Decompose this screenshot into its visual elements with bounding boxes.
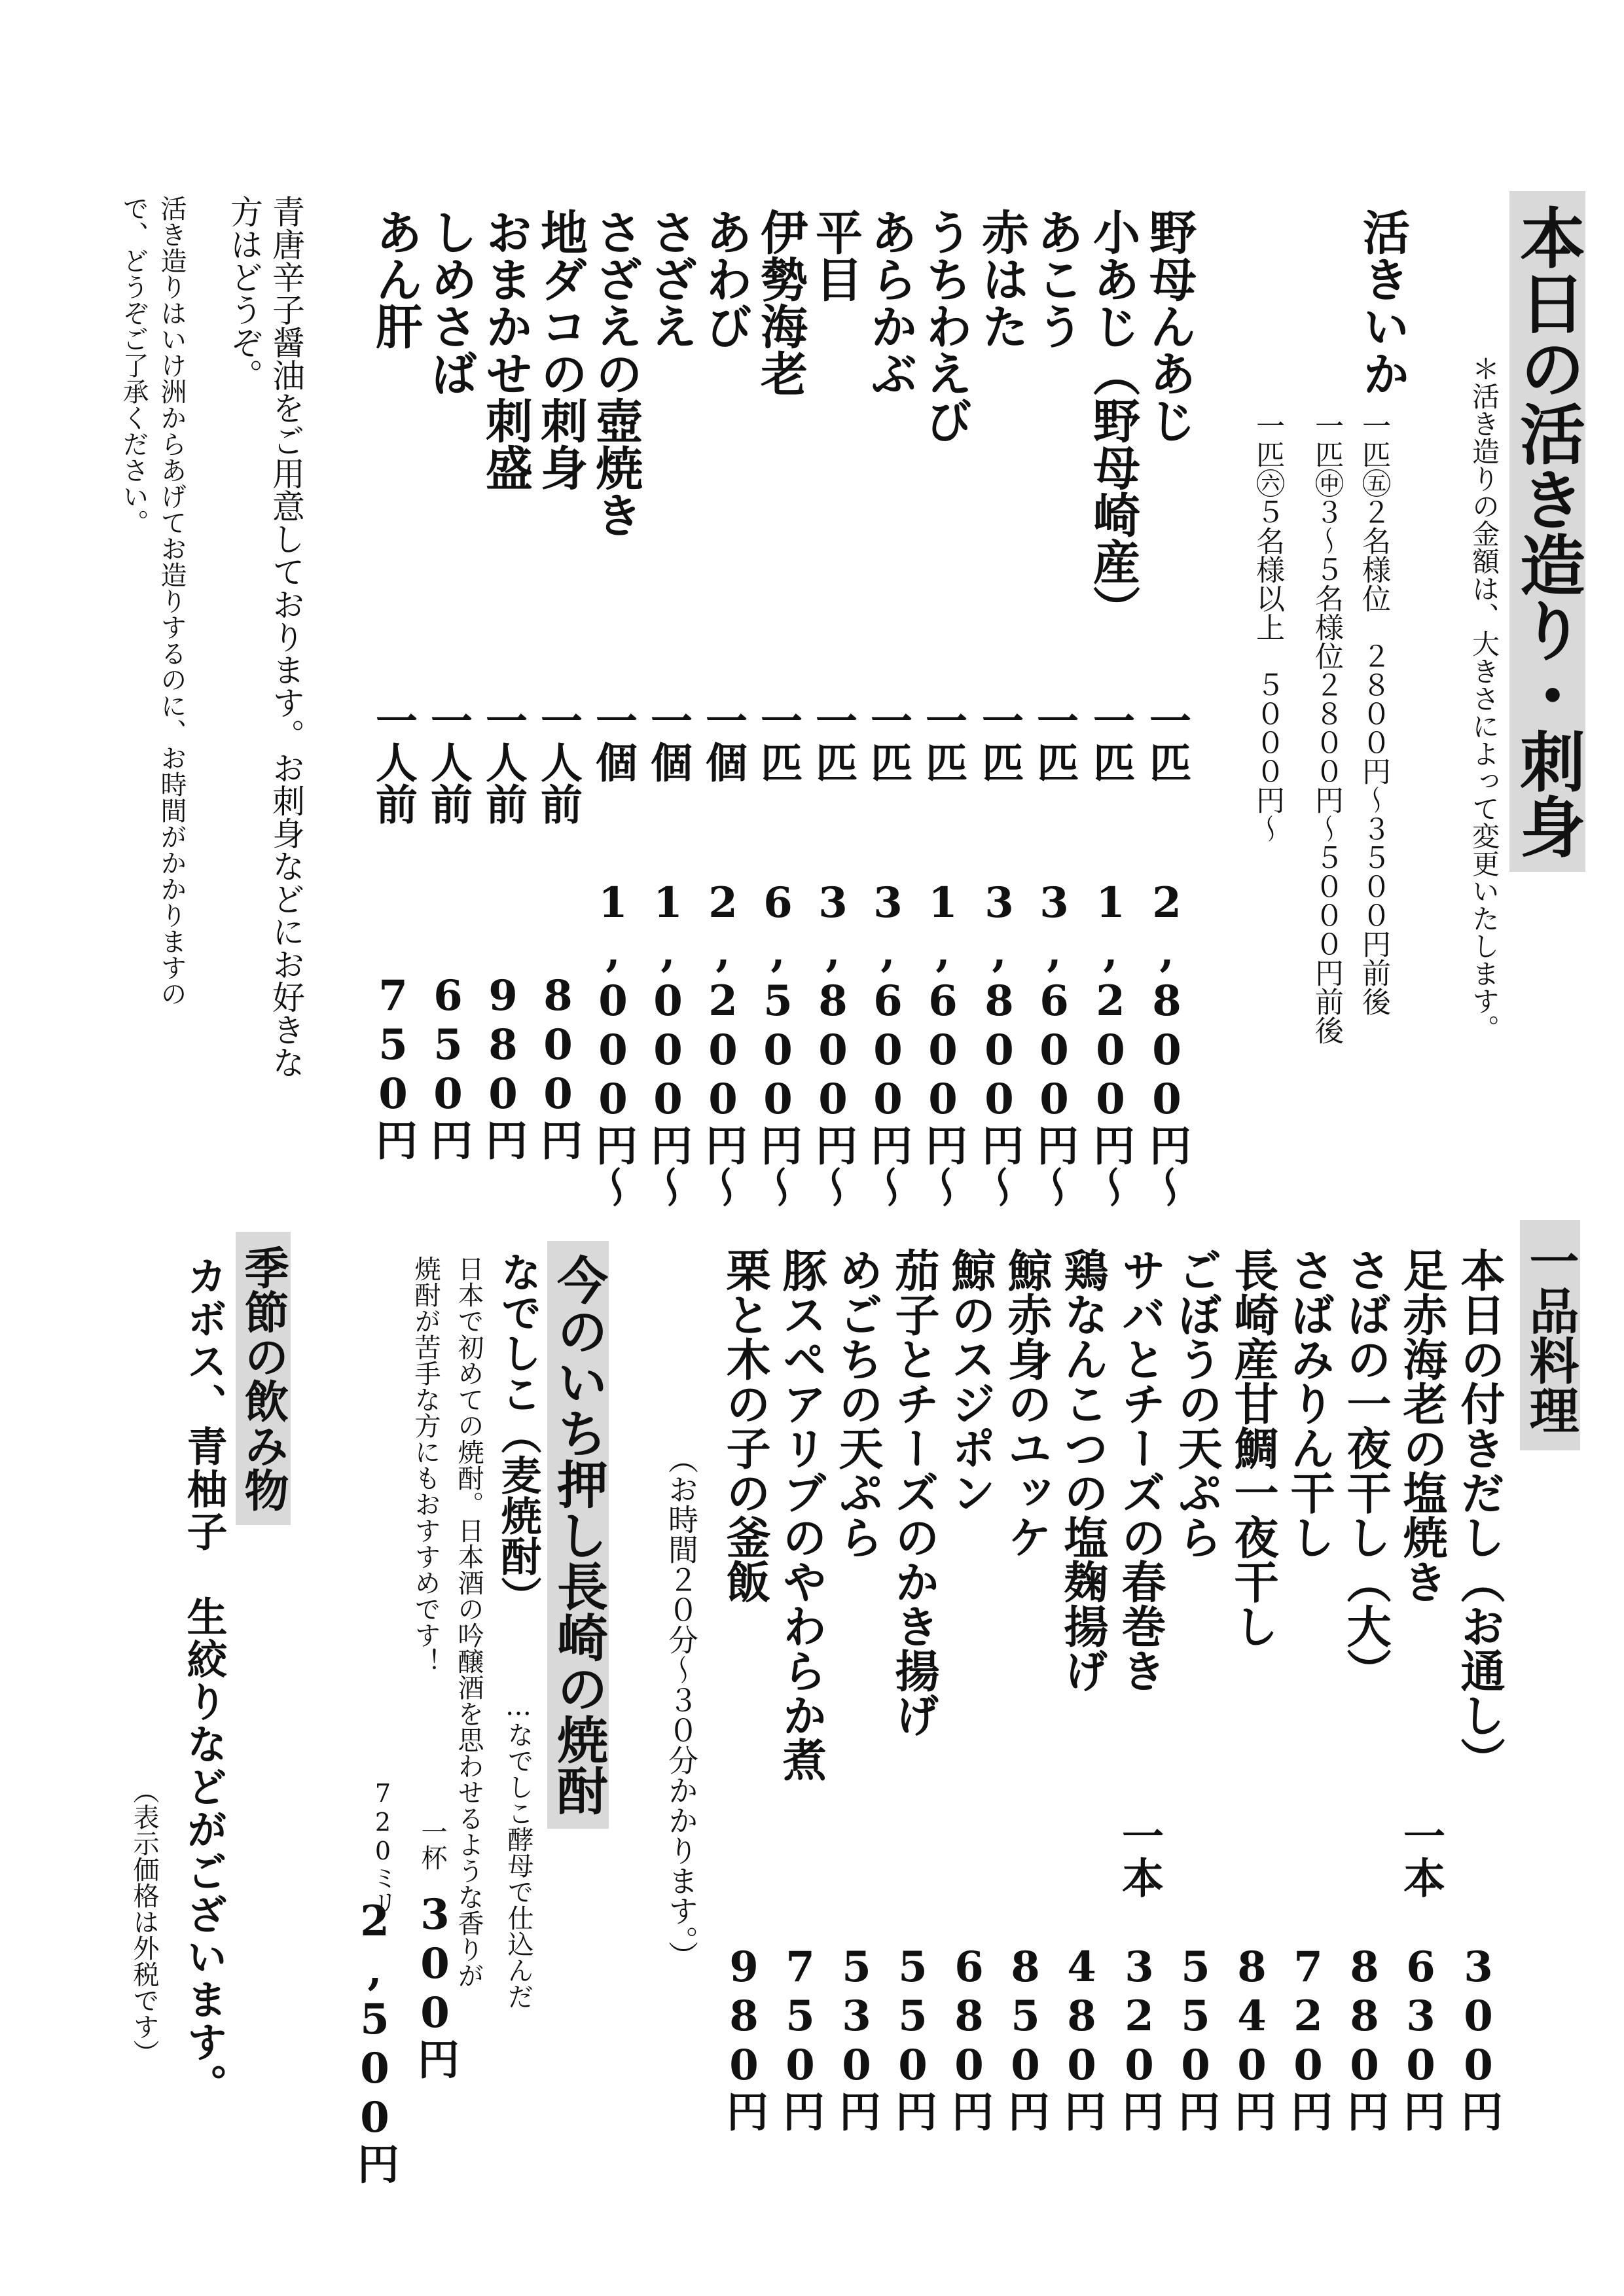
- a-la-carte-item-name: めごちの天ぷら: [831, 1247, 884, 1559]
- a-la-carte-item-price: 680円: [945, 1943, 994, 2132]
- a-la-carte-item-price: 720円: [1284, 1943, 1333, 2132]
- a-la-carte-item-name: 栗と木の子の釜飯: [719, 1247, 771, 1604]
- sashimi-item-unit: 一人前: [533, 699, 583, 825]
- sashimi-item-price: 3,600円～: [1030, 878, 1079, 1208]
- a-la-carte-item-price: 550円: [888, 1943, 937, 2132]
- a-la-carte-item-name: サバとチーズの春巻き: [1114, 1247, 1166, 1693]
- section-title-sashimi: 本日の活き造り・刺身: [1509, 191, 1585, 872]
- a-la-carte-item-price: 630円: [1396, 1943, 1445, 2132]
- a-la-carte-item-price: 530円: [832, 1943, 881, 2132]
- sashimi-item-price: 6,500円～: [753, 878, 803, 1208]
- sashimi-item-name: あらかぶ: [863, 208, 918, 397]
- live-prep-time-note-line1: 活き造りはいけ洲からあげてお造りするのに、お時間がかかりますの: [156, 195, 187, 1007]
- sashimi-item-name: うちわえび: [918, 208, 973, 444]
- sashimi-item-price: 800円: [533, 971, 583, 1160]
- sashimi-item-price: 1,000円～: [643, 878, 693, 1208]
- sashimi-item-unit: 一匹: [1030, 699, 1079, 783]
- sashimi-item-name: あん肝: [368, 208, 424, 350]
- a-la-carte-item-price: 880円: [1340, 1943, 1389, 2132]
- sashimi-item-name: 伊勢海老: [753, 208, 808, 397]
- glass-label: 一杯: [417, 1818, 447, 1871]
- sashimi-item-name: 地ダコの刺身: [533, 208, 588, 491]
- sashimi-item-unit: 一匹: [808, 699, 857, 783]
- soy-sauce-note-line2: 方はどうぞ。: [225, 195, 263, 391]
- sashimi-item-price: 1,600円～: [918, 878, 967, 1208]
- sashimi-item-name: おまかせ刺盛: [478, 208, 533, 491]
- sashimi-item-name: あわび: [698, 208, 753, 350]
- sashimi-item-unit: 一個: [643, 699, 693, 783]
- sashimi-item-unit: 一匹: [1142, 699, 1191, 783]
- sashimi-item-name: しめさば: [423, 208, 478, 397]
- sashimi-item-name: 平目: [808, 208, 863, 302]
- a-la-carte-item-price: 320円: [1115, 1943, 1164, 2132]
- a-la-carte-item-name: 長崎産甘鯛一夜干し: [1227, 1247, 1279, 1648]
- a-la-carte-item-price: 980円: [719, 1943, 768, 2132]
- glass-price: 300円: [410, 1890, 460, 2079]
- live-squid-size-small: 一匹㊄２名様位 ２８００円～３５００円前後: [1357, 411, 1390, 1016]
- a-la-carte-item-name: 鯨赤身のユッケ: [1000, 1247, 1053, 1559]
- nadeshiko-name: なでしこ（麦焼酎）: [494, 1251, 542, 1617]
- section-title-recommended-shochu: 今のいち押し長崎の焼酎: [547, 1241, 609, 1829]
- sashimi-item-unit: 一個: [588, 699, 638, 783]
- sashimi-item-unit: 一匹: [1086, 699, 1135, 783]
- sashimi-item-price: 2,200円～: [698, 878, 748, 1208]
- sashimi-item-price: 1,200円～: [1086, 878, 1135, 1208]
- sashimi-item-name: あこう: [1029, 208, 1085, 350]
- a-la-carte-item-price: 850円: [1001, 1943, 1050, 2132]
- sashimi-item-unit: 一匹: [753, 699, 803, 783]
- nadeshiko-desc-line2: 日本で初めての焼酎。日本酒の吟醸酒を思わせるような香りが: [454, 1255, 484, 1988]
- sashimi-item-price: 1,000円～: [588, 878, 638, 1208]
- sashimi-item-unit: 一匹: [863, 699, 912, 783]
- a-la-carte-item-price: 750円: [776, 1943, 825, 2132]
- kamameshi-wait-note: （お時間２０分～３０分かかります。）: [664, 1444, 699, 1971]
- a-la-carte-item-name: 鶏なんこつの塩麹揚げ: [1056, 1247, 1109, 1693]
- price-variation-note: ＊活き造りの金額は、大きさによって変更いたします。: [1468, 355, 1500, 1042]
- live-squid-size-medium: 一匹㊥３～５名様位２８００円～５０００円前後: [1310, 411, 1343, 1045]
- nadeshiko-desc-line1: …なでしこ酵母で仕込んだ: [503, 1691, 533, 2009]
- sashimi-item-name: 野母んあじ: [1142, 208, 1197, 444]
- section-title-seasonal-drinks: 季節の飲み物: [236, 1232, 291, 1525]
- seasonal-drinks-text: カボス、青柚子 生絞りなどがございます。: [180, 1255, 228, 2106]
- sashimi-item-unit: 一人前: [424, 699, 473, 825]
- sashimi-item-unit: 一匹: [975, 699, 1024, 783]
- tax-note: （表示価格は外税です）: [129, 1778, 159, 2066]
- sashimi-item-price: 980円: [478, 971, 528, 1160]
- a-la-carte-item-price: 550円: [1171, 1943, 1220, 2132]
- live-prep-time-note-line2: で、どうぞご了承ください。: [118, 195, 149, 535]
- a-la-carte-item-price: 300円: [1454, 1943, 1503, 2132]
- a-la-carte-item-name: 豚スペアリブのやわらか煮: [775, 1247, 827, 1782]
- soy-sauce-note-line1: 青唐辛子醤油をご用意しております。お刺身などにお好きな: [267, 195, 305, 1079]
- a-la-carte-item-name: 足赤海老の塩焼き: [1396, 1247, 1448, 1604]
- a-la-carte-item-name: 鯨のスジポン: [944, 1247, 996, 1515]
- a-la-carte-item-price: 480円: [1057, 1943, 1106, 2132]
- a-la-carte-item-unit: 一本: [1396, 1814, 1445, 1898]
- sashimi-item-price: 3,800円～: [975, 878, 1024, 1208]
- sashimi-item-name: 小あじ（野母崎産）: [1085, 208, 1141, 632]
- a-la-carte-item-name: 茄子とチーズのかき揚げ: [888, 1247, 940, 1737]
- live-squid-size-large: 一匹㊅５名様以上 ５０００円～: [1251, 411, 1284, 843]
- a-la-carte-item-price: 840円: [1227, 1943, 1276, 2132]
- sashimi-item-unit: 一人前: [369, 699, 418, 825]
- section-title-a-la-carte: 一品料理: [1520, 1220, 1580, 1450]
- sashimi-item-unit: 一個: [698, 699, 748, 783]
- sashimi-item-name: さざえ: [643, 208, 698, 350]
- a-la-carte-item-name: さばの一夜干し（大）: [1339, 1247, 1392, 1693]
- sashimi-item-price: 750円: [369, 971, 418, 1160]
- nadeshiko-desc-line3: 焼酎が苦手な方にもおすすめです！: [410, 1255, 441, 1674]
- a-la-carte-item-unit: 一本: [1115, 1814, 1164, 1898]
- live-squid-name: 活きいか: [1355, 208, 1411, 397]
- a-la-carte-item-name: ごぼうの天ぷら: [1170, 1247, 1223, 1559]
- sashimi-item-price: 3,600円～: [863, 878, 912, 1208]
- sashimi-item-name: 赤はた: [974, 208, 1030, 350]
- a-la-carte-item-name: さばみりん干し: [1283, 1247, 1335, 1559]
- sashimi-item-price: 3,800円～: [808, 878, 857, 1208]
- sashimi-item-unit: 一人前: [478, 699, 528, 825]
- sashimi-item-name: さざえの壺焼き: [588, 208, 643, 538]
- sashimi-item-price: 650円: [424, 971, 473, 1160]
- a-la-carte-item-name: 本日の付きだし（お通し）: [1453, 1247, 1506, 1782]
- bottle-label: 720ミリ: [369, 1779, 397, 1915]
- bottle-price: 2,500円: [350, 1897, 399, 2184]
- sashimi-item-price: 2,800円～: [1142, 878, 1191, 1208]
- sashimi-item-unit: 一匹: [918, 699, 967, 783]
